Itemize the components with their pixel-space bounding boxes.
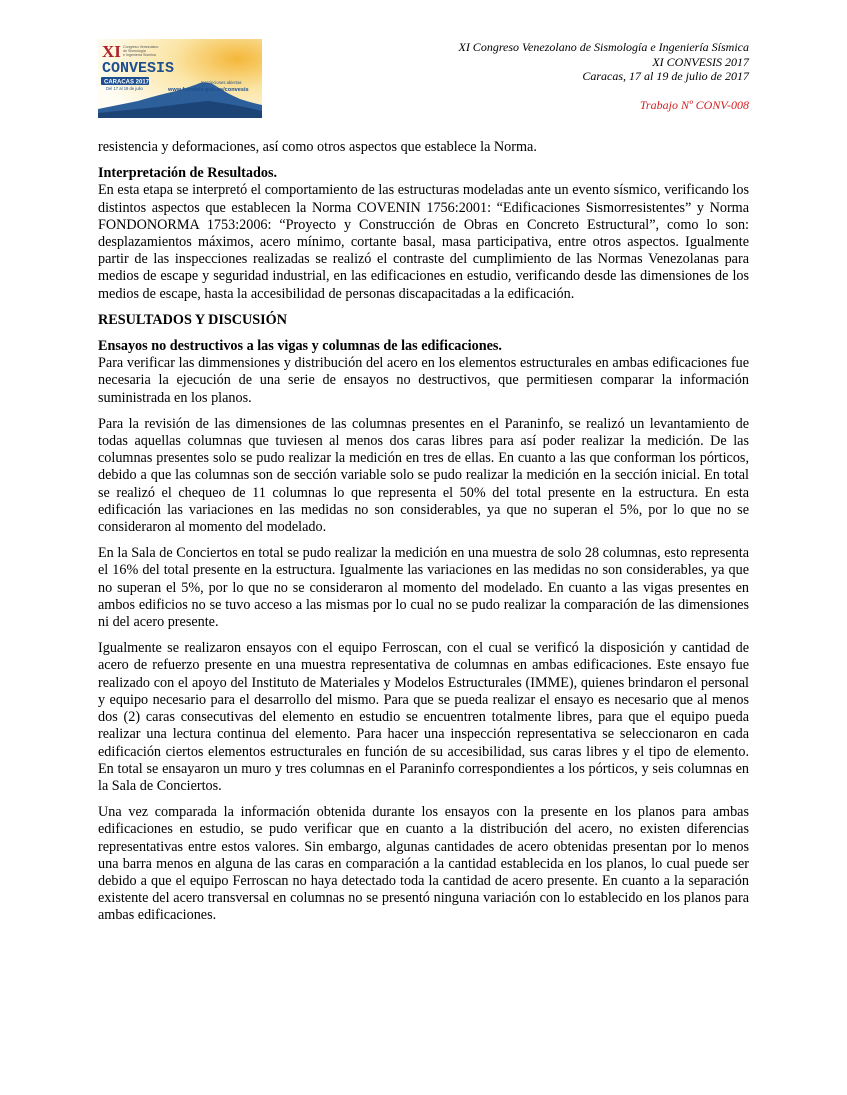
logo-tagline-2: de Sismología — [123, 49, 146, 53]
ensayos-title: Ensayos no destructivos a las vigas y columnas de las edificaciones. — [98, 338, 502, 355]
logo-badge-text: CARACAS 2017 — [104, 79, 150, 86]
intro-paragraph: resistencia y deformaciones, así como otros aspectos que establece la Norma. — [98, 139, 537, 155]
logo-dates: Del 17 al 19 de julio — [106, 86, 143, 91]
logo-tagline-3: e Ingeniería Sísmica — [123, 53, 156, 57]
interpretacion-title: Interpretación de Resultados. — [98, 165, 278, 182]
ensayos-paragraph-4: Igualmente se realizaron ensayos con el equipo Ferroscan, con el cual se verificó la disposición y cantidad de acero de refuerzo presente en una muestra representativa de columnas en ambas edificaciones. Este ensayo fue realizado con el apoyo del Instituto de Materiales y Modelos Estructurales (IMME), quienes brindaron el personal y equipo necesario para el desarrollo del mismo. Para que se pueda realizar el ensayo es necesario que al menos dos (2) caras consecutivas del elemento en estudio se encuentren totalmente libres, para que el equipo pueda realizar una lectura continua del elemento. Para hacer una inspección representativa se seleccionaron en cada edificación ciertos elementos estructurales en función de su accesibilidad, sus caras libres y el tipo de elemento. En total se ensayaron un muro y tres columnas en el Paraninfo correspondientes a los pórticos, y seis columnas en la Sala de Conciertos. — [98, 640, 749, 794]
convesis-logo — [98, 39, 262, 118]
logo-registration: Inscripciones abiertas — [201, 80, 242, 85]
ensayos-section — [98, 338, 749, 407]
ensayos-paragraph-2: Para la revisión de las dimensiones de las columnas presentes en el Paraninfo, se realizó un levantamiento de todas aquellas columnas que tuviesen al menos dos caras libres para así poder realizar la medición. De las columnas presentes solo se pudo realizar la medición en tres de ellas. En cuanto a las que conforman los pórticos, debido a que las columnas son de sección variable solo se pudo realizar la medición en la sección inicial. En total se realizó el chequeo de 11 columnas lo que representa el 50% del total presente en la estructura. En esta edificación las variaciones en las medidas no son considerables, ya que no superan el 5%, por lo que no se consideraron al momento del modelado. — [98, 415, 749, 536]
logo-roman-numeral: XI — [102, 42, 121, 61]
convesis-logo-graphic — [98, 39, 262, 118]
logo-tagline-1: Congreso Venezolano — [123, 45, 159, 49]
ensayos-paragraph-5: Una vez comparada la información obtenida durante los ensayos con la presente en los planos para ambas edificaciones en estudio, se pudo verificar que en cuanto a la distribución del acero, no existen diferencias representativas entre estos valores. Sin embargo, algunas cantidades de acero obtenidas presentan por lo menos una barra menos en alguna de las caras en comparación a la cantidad establecida en los planos, lo cual puede ser debido a que el equipo Ferroscan no haya detectado toda la cantidad de acero presente. En cuanto a la separación existente del acero transversal en columnas no se presentó ninguna variación con lo establecido en los planos para ambas edificaciones. — [98, 804, 749, 924]
header-paper-number: Trabajo Nº CONV-008 — [639, 97, 749, 112]
interpretacion-section — [98, 165, 749, 303]
ensayos-paragraph-1: Para verificar las dimmensiones y distribución del acero en los elementos estructurales en ambas edificaciones fue necesaria la ejecución de una serie de ensayos no destructivos, que permitiesen comparar la información suministrada en los planos. — [98, 355, 749, 406]
resultados-heading: RESULTADOS Y DISCUSIÓN — [98, 311, 287, 328]
header-location-date: Caracas, 17 al 19 de julio de 2017 — [582, 69, 749, 83]
interpretacion-paragraph: En esta etapa se interpretó el comportamiento de las estructuras modeladas ante un evento sísmico, verificando los distintos aspectos que establecen la Norma COVENIN 1756:2001: “Edificaciones Sismorresistentes” y Norma FONDONORMA 1753:2006: “Proyecto y Construcción de Obras en Concreto Estructural”, como lo son: desplazamientos máximos, acero mínimo, cortante basal, masa participativa, entre otros aspectos. Igualmente partir de las inspecciones realizadas se realizó el contraste del cumplimiento de las Normas Venezolanas para medios de escape y seguridad industrial, en las edificaciones en estudio, verificando desde las dimensiones de los medios de escape, hasta la accesibilidad de personas discapacitadas a la edificación. — [98, 182, 749, 302]
paper-body — [98, 139, 749, 934]
ensayos-paragraph-3: En la Sala de Conciertos en total se pudo realizar la medición en una muestra de solo 28 columnas, esto representa el 16% del total presente en la estructura. Igualmente las variaciones en las medidas no son considerables, ya que no superan el 5%, por lo que no se consideraron al momento del modelado. En cuanto a las vigas presentes en ambos edificios no se tuvo acceso a las mismas por lo cual no se pudo realizar la comparación de las dimensiones ni del acero presente. — [98, 545, 749, 631]
conference-header — [369, 40, 749, 112]
logo-name: CONVESIS — [102, 60, 175, 77]
header-edition: XI CONVESIS 2017 — [652, 54, 749, 69]
logo-url: www.funvisis.gob.ve/convesis — [168, 87, 249, 93]
header-conference-title: XI Congreso Venezolano de Sismología e Ingeniería Sísmica — [458, 40, 749, 54]
